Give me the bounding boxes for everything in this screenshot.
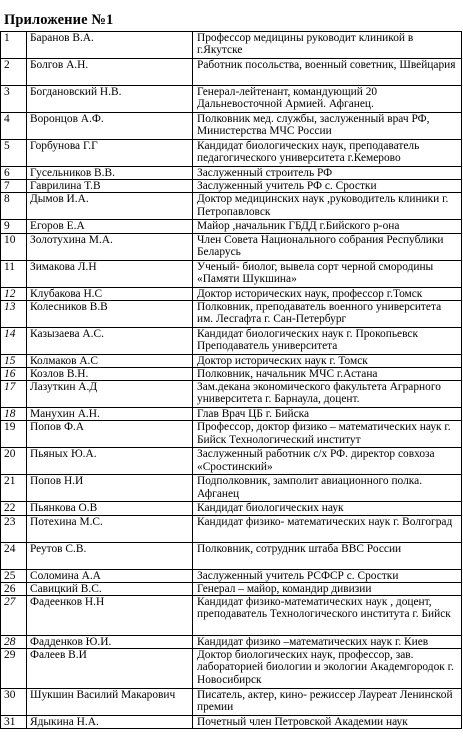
row-number: 4 (1, 113, 27, 140)
person-name: Гусельников В.В. (27, 167, 193, 180)
person-description: Зам.декана экономического факультета Аграрного университета г. Барнаула, доцент. (193, 381, 462, 408)
row-number: 13 (1, 300, 27, 327)
person-description: Заслуженный учитель РСФСР с. Сростки (193, 569, 462, 582)
person-name: Пьяных Ю.А. (27, 448, 193, 475)
row-number: 8 (1, 193, 27, 220)
table-row (1, 596, 462, 636)
row-number: 26 (1, 582, 27, 595)
table-row (1, 649, 462, 689)
person-description: Кандидат физико-математических наук , доцент, преподаватель Технологического института г. Бийск (193, 596, 462, 636)
table-row (1, 260, 462, 287)
person-name: Лазуткин А.Д (27, 381, 193, 408)
person-name: Горбунова Г.Г (27, 140, 193, 167)
person-name: Баранов В.А. (27, 32, 193, 59)
row-number: 28 (1, 636, 27, 649)
person-description: Почетный член Петровской Академии наук (193, 716, 462, 729)
table-row (1, 300, 462, 327)
table-row (1, 180, 462, 193)
person-description: Глав Врач ЦБ г. Бийска (193, 408, 462, 421)
person-name: Реутов С.В. (27, 542, 193, 569)
person-name: Казызаева А.С. (27, 327, 193, 354)
person-name: Фалеев В.И (27, 649, 193, 689)
row-number: 30 (1, 689, 27, 716)
table-row (1, 354, 462, 367)
person-name: Дымов И.А. (27, 193, 193, 220)
table-row (1, 368, 462, 381)
person-description: Полковник мед. службы, заслуженный врач РФ, Министерства МЧС России (193, 113, 462, 140)
row-number: 9 (1, 220, 27, 233)
table-row (1, 327, 462, 354)
person-description: Работник посольства, военный советник, Швейцария (193, 59, 462, 86)
table-row (1, 140, 462, 167)
person-description: Полковник, сотрудник штаба ВВС России (193, 542, 462, 569)
row-number: 12 (1, 287, 27, 300)
row-number: 3 (1, 86, 27, 113)
person-description: Член Совета Национального собрания Республики Беларусь (193, 233, 462, 260)
person-description: Доктор исторических наук, профессор г.Томск (193, 287, 462, 300)
row-number: 15 (1, 354, 27, 367)
person-name: Фадденков Ю.И. (27, 636, 193, 649)
person-name: Зимакова Л.Н (27, 260, 193, 287)
table-row (1, 569, 462, 582)
person-description: Заслуженный строитель РФ (193, 167, 462, 180)
table-row (1, 86, 462, 113)
person-name: Пьянкова О.В (27, 502, 193, 515)
person-name: Манухин А.Н. (27, 408, 193, 421)
person-name: Егоров Е.А (27, 220, 193, 233)
person-description: Кандидат физико –математических наук г. Киев (193, 636, 462, 649)
row-number: 31 (1, 716, 27, 729)
person-name: Соломина А.А (27, 569, 193, 582)
table-row (1, 582, 462, 595)
table-row (1, 421, 462, 448)
table-row (1, 220, 462, 233)
table-row (1, 233, 462, 260)
table-row (1, 475, 462, 502)
table-row (1, 448, 462, 475)
row-number: 24 (1, 542, 27, 569)
person-description: Полковник, начальник МЧС г.Астана (193, 368, 462, 381)
table-row (1, 59, 462, 86)
document-title: Приложение №1 (4, 12, 114, 28)
people-table (0, 31, 462, 729)
person-description: Генерал-лейтенант, командующий 20 Дальневосточной Армией. Афганец. (193, 86, 462, 113)
table-row (1, 113, 462, 140)
person-description: Кандидат биологических наук (193, 502, 462, 515)
people-table-body (1, 32, 462, 729)
row-number: 23 (1, 515, 27, 542)
person-description: Доктор биологических наук, профессор, зав. лабораторией биологии и экологии Академгородок г. Новосибирск (193, 649, 462, 689)
row-number: 22 (1, 502, 27, 515)
person-name: Воронцов А.Ф. (27, 113, 193, 140)
table-row (1, 542, 462, 569)
row-number: 7 (1, 180, 27, 193)
person-name: Золотухина М.А. (27, 233, 193, 260)
person-name: Богдановский Н.В. (27, 86, 193, 113)
person-name: Клубакова Н.С (27, 287, 193, 300)
table-row (1, 515, 462, 542)
person-description: Кандидат биологических наук, преподаватель педагогического университета г.Кемерово (193, 140, 462, 167)
person-description: Профессор медицины руководит клиникой в г.Якутске (193, 32, 462, 59)
person-description: Генерал – майор, командир дивизии (193, 582, 462, 595)
row-number: 14 (1, 327, 27, 354)
person-name: Гаврилина Т.В (27, 180, 193, 193)
table-row (1, 287, 462, 300)
row-number: 19 (1, 421, 27, 448)
row-number: 17 (1, 381, 27, 408)
person-description: Заслуженный работник с/х РФ. директор совхоза «Сростинский» (193, 448, 462, 475)
person-description: Доктор медицинских наук ,руководитель клиники г. Петропавловск (193, 193, 462, 220)
row-number: 10 (1, 233, 27, 260)
person-name: Потехина М.С. (27, 515, 193, 542)
row-number: 29 (1, 649, 27, 689)
person-description: Писатель, актер, кино- режиссер Лауреат Ленинской премии (193, 689, 462, 716)
table-row (1, 636, 462, 649)
table-row (1, 716, 462, 729)
table-row (1, 408, 462, 421)
person-name: Колмаков А.С (27, 354, 193, 367)
table-row (1, 381, 462, 408)
person-description: Майор ,начальник ГБДД г.Бийского р-она (193, 220, 462, 233)
person-name: Попов Ф.А (27, 421, 193, 448)
table-row (1, 502, 462, 515)
person-name: Савицкий В.С. (27, 582, 193, 595)
person-description: Профессор, доктор физико – математических наук г. Бийск Технологический институт (193, 421, 462, 448)
table-row (1, 193, 462, 220)
person-description: Подполковник, замполит авиационного полка. Афганец (193, 475, 462, 502)
row-number: 25 (1, 569, 27, 582)
row-number: 2 (1, 59, 27, 86)
person-description: Кандидат физико- математических наук г. Волгоград (193, 515, 462, 542)
table-row (1, 32, 462, 59)
person-description: Заслуженный учитель РФ с. Сростки (193, 180, 462, 193)
person-name: Ядыкина Н.А. (27, 716, 193, 729)
row-number: 20 (1, 448, 27, 475)
person-description: Кандидат биологических наук г. Прокопьевск Преподаватель университета (193, 327, 462, 354)
row-number: 16 (1, 368, 27, 381)
person-name: Болгов А.Н. (27, 59, 193, 86)
row-number: 21 (1, 475, 27, 502)
row-number: 6 (1, 167, 27, 180)
row-number: 5 (1, 140, 27, 167)
person-name: Козлов В.Н. (27, 368, 193, 381)
row-number: 18 (1, 408, 27, 421)
person-name: Попов Н.И (27, 475, 193, 502)
row-number: 1 (1, 32, 27, 59)
person-name: Фадеенков Н.Н (27, 596, 193, 636)
person-description: Доктор исторических наук г. Томск (193, 354, 462, 367)
person-name: Колесников В.В (27, 300, 193, 327)
table-row (1, 689, 462, 716)
row-number: 27 (1, 596, 27, 636)
person-description: Полковник, преподаватель военного университета им. Лесгафта г. Сан-Петербург (193, 300, 462, 327)
row-number: 11 (1, 260, 27, 287)
person-name: Шукшин Василий Макарович (27, 689, 193, 716)
table-row (1, 167, 462, 180)
person-description: Ученый- биолог, вывела сорт черной смородины «Памяти Шукшина» (193, 260, 462, 287)
